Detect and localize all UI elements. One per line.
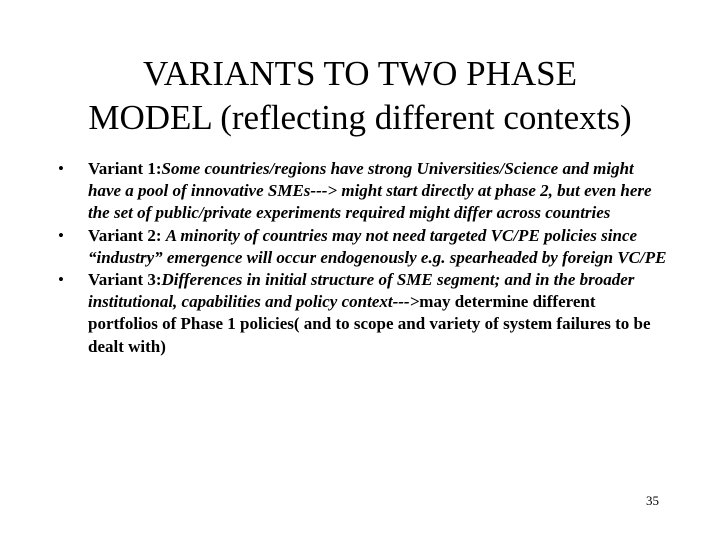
bullet-body: A minority of countries may not need targeted VC/PE policies since “industry” emergence will occur endogenously e.g. spearheaded by foreign VC/PE	[88, 225, 667, 267]
slide-title	[40, 52, 680, 140]
bullet-dot-icon: •	[58, 159, 64, 178]
bullet-list	[58, 158, 668, 358]
bullet-lead: Variant 2:	[88, 225, 166, 245]
page-number: 35	[646, 493, 659, 508]
bullet-dot-icon: •	[58, 270, 64, 290]
bullet-body: Some countries/regions have strong Universities/Science and might have a pool of innovative SMEs---> might start directly at phase 2, but even here the set of public/private experiments required might differ across countries	[88, 159, 652, 223]
bullet-tail: may determine different portfolios of Phase 1 policies( and to scope and variety of system failures to be dealt with)	[88, 292, 651, 356]
bullet-item-variant-2	[58, 225, 668, 269]
bullet-dot-icon: •	[58, 225, 64, 245]
bullet-item-variant-1	[58, 158, 668, 225]
bullet-item-variant-3	[58, 269, 668, 358]
bullet-body: Differences in initial structure of SME segment; and in the broader institutional, capabilities and policy context--->	[88, 270, 635, 312]
slide-title-line-1: VARIANTS TO TWO PHASE	[143, 54, 577, 93]
slide-title-line-2: MODEL (reflecting different contexts)	[88, 98, 632, 137]
bullet-lead: Variant 3:	[88, 270, 162, 290]
bullet-lead: Variant 1:	[88, 159, 162, 178]
